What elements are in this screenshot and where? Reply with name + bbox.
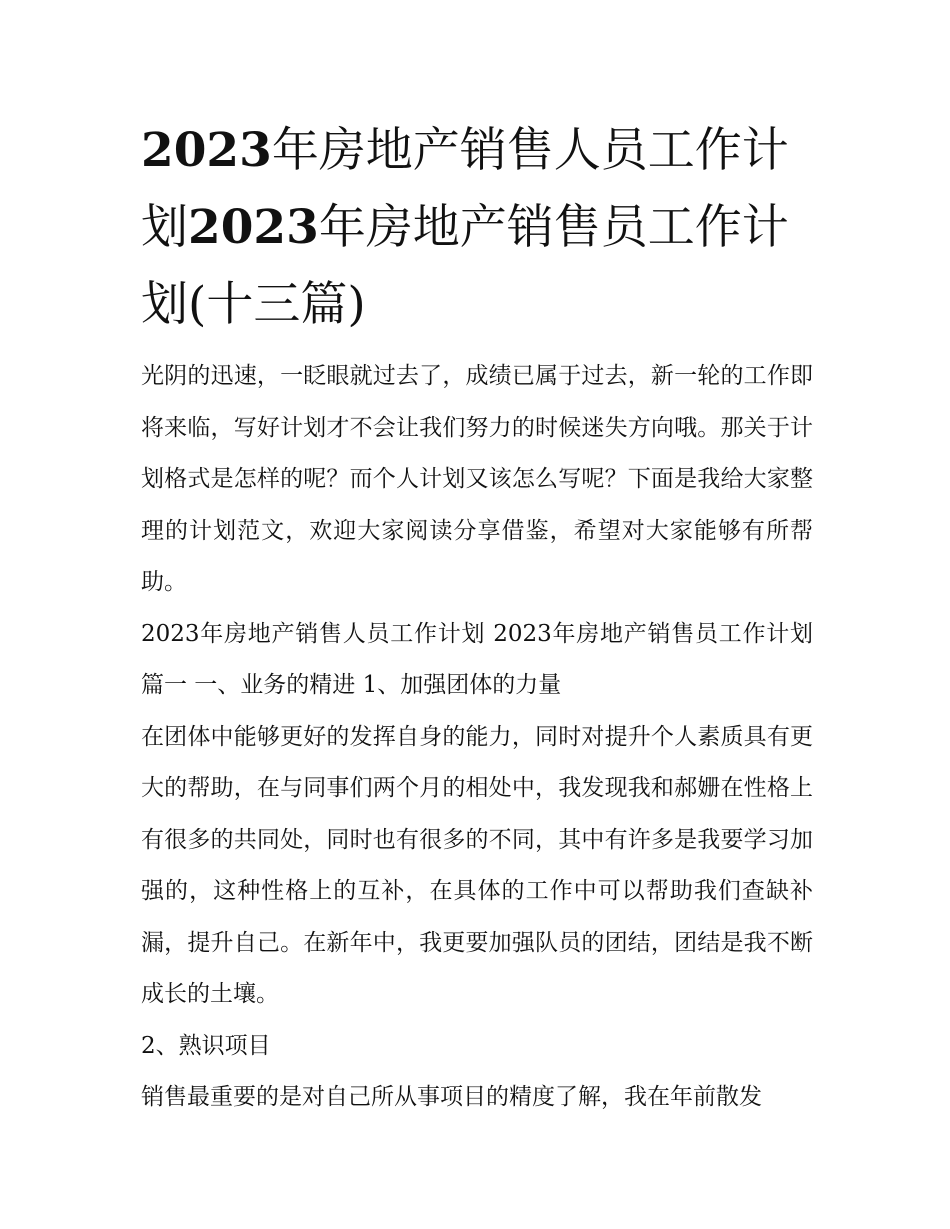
document-title [141,112,813,343]
paragraph-project: 销售最重要的是对自己所从事项目的精度了解，我在年前散发 [141,1084,762,1110]
document-page [141,112,813,1124]
title-year-1: 2023 [141,123,272,178]
paragraph-intro: 光阴的迅速，一眨眼就过去了，成绩已属于过去，新一轮的工作即将来临，写好计划才不会让我们努力的时候迷失方向哦。那关于计划格式是怎样的呢？而个人计划又该怎么写呢？下面是我给大家整理的计划范文，欢迎大家阅读分享借鉴，希望对大家能够有所帮助。 [141,363,813,595]
title-part-1: 年房地产销售人员工作计划 [141,123,789,255]
paragraph-subheading-project: 2、熟识项目 [141,1032,271,1059]
paragraph-section-heading: 2023年房地产销售人员工作计划 2023年房地产销售员工作计划篇一 一、业务的精进 1、加强团体的力量 [141,620,813,698]
title-part-2: 年房地产销售员工作计划(十三篇) [141,200,789,332]
paragraph-team: 在团体中能够更好的发挥自身的能力，同时对提升个人素质具有更大的帮助，在与同事们两个月的相处中，我发现我和郝姗在性格上有很多的共同处，同时也有很多的不同，其中有许多是我要学习加强的，这种性格上的互补，在具体的工作中可以帮助我们查缺补漏，提升自己。在新年中，我更要加强队员的团结，团结是我不断成长的土壤。 [141,723,813,1007]
title-year-2: 2023 [188,200,319,255]
